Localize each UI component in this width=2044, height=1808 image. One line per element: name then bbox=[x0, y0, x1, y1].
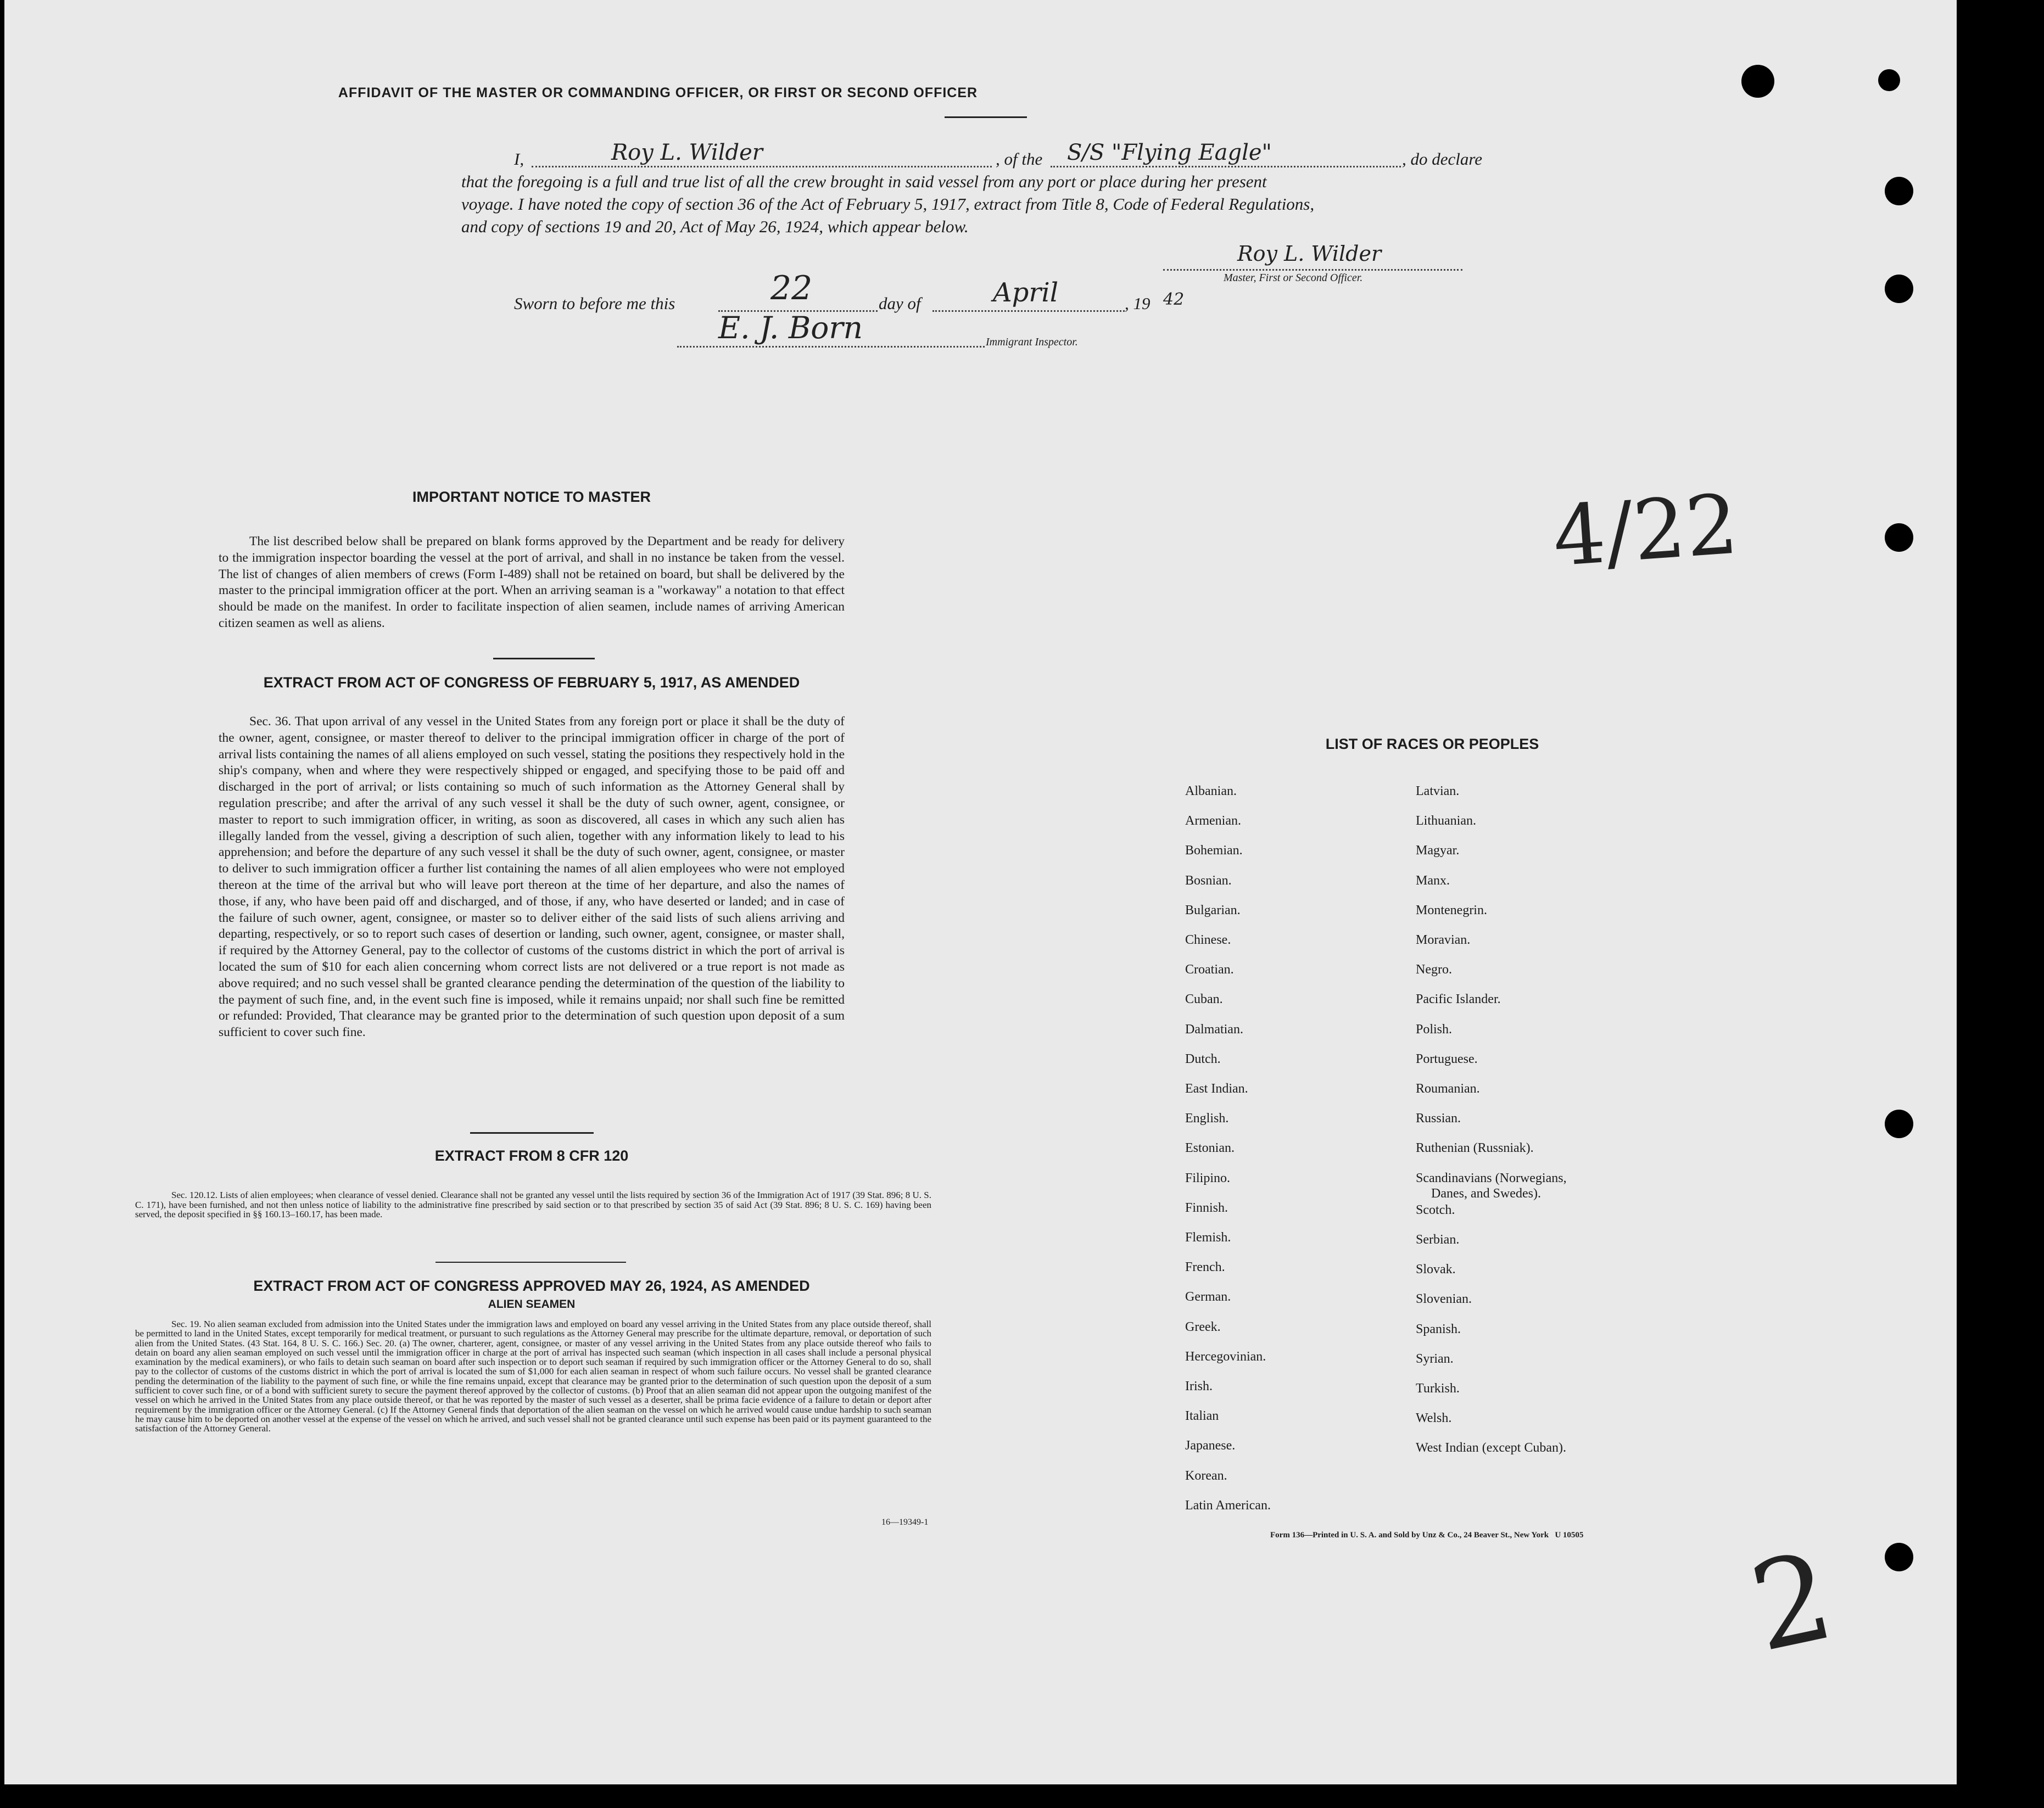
signature-line bbox=[1163, 269, 1462, 271]
race-item: Negro. bbox=[1416, 962, 1452, 977]
race-item: Dutch. bbox=[1185, 1051, 1221, 1066]
race-item: Montenegrin. bbox=[1416, 903, 1487, 917]
handwritten-mark: 2 bbox=[1739, 1525, 1845, 1679]
extract-1917-text: Sec. 36. That upon arrival of any vessel in the United States from any foreign port or place it shall be the duty of the owner, agent, consignee, or master thereof to deliver to the principal immigration officer in charge of the port of arrival lists containing the names of all aliens employed on such vessel, stating the positions they respectively hold in the ship's company, when and where they were respectively shipped or engaged, and specifying those to be paid off and discharged in the port of arrival; or lists containing so much of such information as the Attorney General shall by regulation prescribe; and after the arrival of any such vessel it shall be the duty of such owner, agent, consignee, or master to report to such immigration officer, in writing, as soon as discovered, all cases in which any such alien has illegally landed from the vessel, giving a description of such alien, together with any information likely to lead to his apprehension; and before the departure of any such vessel it shall be the duty of such owner, agent, consignee, or master to deliver to such immigration officer a further list containing the names of all alien employees who were not employed thereon at the time of the arrival but who will leave port thereon at the time of her departure, and also the names of those, if any, who have been paid off and discharged, and of those, if any, who have deserted or landed; and in case of the failure of such owner, agent, consignee, or master so to deliver either of the said lists of such aliens arriving and departing, respectively, or so to report such cases of desertion or landing, such owner, agent, consignee, or master shall, if required by the Attorney General, pay to the collector of customs of the customs district in which the port of arrival is located the sum of $10 for each alien concerning whom correct lists are not delivered or a true report is not made as above required; and no such vessel shall be granted clearance pending the determination of the question of the liability to the payment of such fine, and, in the event such fine is imposed, while it remains unpaid; nor shall such fine be remitted or refunded: Provided, That clearance may be granted prior to the determination of such question upon deposit of a sum sufficient to cover such fine. bbox=[219, 714, 845, 1040]
sworn-year-prefix: , 19 bbox=[1125, 294, 1151, 313]
race-item: Serbian. bbox=[1416, 1233, 1460, 1247]
race-item: Filipino. bbox=[1185, 1171, 1231, 1185]
inspector-signature: E. J. Born bbox=[718, 310, 863, 345]
signature-caption: Master, First or Second Officer. bbox=[1224, 272, 1363, 284]
race-item: Albanian. bbox=[1185, 784, 1237, 798]
punch-hole bbox=[1741, 65, 1774, 98]
divider bbox=[945, 116, 1027, 118]
race-item: Latvian. bbox=[1416, 784, 1460, 798]
race-item: French. bbox=[1185, 1260, 1225, 1275]
race-item: Lithuanian. bbox=[1416, 814, 1476, 829]
affidavit-of-the: , of the bbox=[996, 149, 1043, 169]
race-item: Bohemian. bbox=[1185, 843, 1243, 858]
race-item: Bulgarian. bbox=[1185, 903, 1241, 917]
divider bbox=[470, 1132, 594, 1134]
race-item: Flemish. bbox=[1185, 1230, 1231, 1245]
document-page bbox=[4, 0, 1957, 1784]
form-number: 16—19349-1 bbox=[881, 1518, 929, 1527]
race-item: Hercegovinian. bbox=[1185, 1349, 1266, 1364]
race-item: Spanish. bbox=[1416, 1322, 1461, 1336]
extract-1924-title: EXTRACT FROM ACT OF CONGRESS APPROVED MAY 26, 1924, AS AMENDED bbox=[253, 1278, 810, 1294]
race-item: Pacific Islander. bbox=[1416, 992, 1501, 1007]
races-title: LIST OF RACES OR PEOPLES bbox=[1325, 736, 1539, 752]
race-item: Scotch. bbox=[1416, 1202, 1455, 1217]
extract-1924-text: Sec. 19. No alien seaman excluded from admission into the United States under the immigration laws and employed on board any vessel arriving in the United States from any place outside thereof, shall be permitted to land in the United States, except temporarily for medical treatment, or pursuant to such regulations as the Attorney General may prescribe for the ultimate departure, removal, or deportation of such alien from the United States. (43 Stat. 164, 8 U. S. C. 166.) Sec. 20. (a) The owner, charterer, agent, consignee, or master of any vessel arriving in the United States from any place outside thereof who fails to detain on board any alien seaman employed on such vessel until the immigration officer in charge at the port of arrival has inspected such seaman (which inspection in all cases shall include a personal physical examination by the medical examiners), or who fails to detain such seaman on board after such inspection or to deport such seaman if required by such immigration officer or the Attorney General to do so, shall pay to the collector of customs of the customs district in which the port of arrival is located the sum of $1,000 for each alien seaman in respect of whom such failure occurs. No vessel shall be granted clearance pending the determination of the liability to the payment of such fine, or while the fine remains unpaid, except that clearance may be granted prior to the determination of such question upon the deposit of a sum sufficient to cover such fine, or of a bond with sufficient surety to secure the payment thereof approved by the collector of customs. (b) Proof that an alien seaman did not appear upon the outgoing manifest of the vessel on which he arrived in the United States from any place outside thereof, or that he was reported by the master of such vessel as a deserter, shall be prima facie evidence of a failure to detain or deport after requirement by the immigration officer or the Attorney General. (c) If the Attorney General finds that deportation of the alien seaman on the vessel on which he arrived would cause undue hardship to such seaman he may cause him to be deported on another vessel at the expense of the vessel on which he arrived, and such vessel shall not be granted clearance until such expense has been paid or its payment guaranteed to the satisfaction of the Attorney General. bbox=[135, 1319, 931, 1434]
race-item: Dalmatian. bbox=[1185, 1022, 1243, 1037]
race-item: Irish. bbox=[1185, 1379, 1213, 1393]
race-item: Slovak. bbox=[1416, 1262, 1456, 1277]
fill-line bbox=[932, 310, 1125, 312]
race-item: Scandinavians (Norwegians, bbox=[1416, 1171, 1567, 1185]
race-item: Roumanian. bbox=[1416, 1082, 1480, 1096]
race-item: English. bbox=[1185, 1111, 1229, 1126]
affidavit-line1-prefix: I, bbox=[514, 149, 524, 169]
race-item: Magyar. bbox=[1416, 843, 1460, 858]
race-item: Chinese. bbox=[1185, 933, 1231, 947]
fill-line bbox=[532, 166, 992, 167]
affidavit-line1-suffix: , do declare bbox=[1402, 149, 1483, 169]
cfr-text: Sec. 120.12. Lists of alien employees; when clearance of vessel denied. Clearance shall not be granted any vessel until the lists required by section 36 of the Immigration Act of 1917 (39 Stat. 896; 8 U. S. C. 171), have been furnished, and not then unless notice of liability to the administrative fine prescribed by said section or to that prescribed by section 35 of said Act (39 Stat. 896; 8 U. S. C. 169) having been served, the deposit specified in §§ 160.13–160.17, has been made. bbox=[135, 1190, 931, 1220]
punch-hole bbox=[1885, 275, 1913, 303]
extract-1924-subtitle: ALIEN SEAMEN bbox=[488, 1298, 576, 1311]
divider bbox=[493, 658, 595, 659]
race-item: Greek. bbox=[1185, 1319, 1221, 1334]
notice-title: IMPORTANT NOTICE TO MASTER bbox=[412, 489, 651, 505]
affidavit-title: AFFIDAVIT OF THE MASTER OR COMMANDING OFFICER, OR FIRST OR SECOND OFFICER bbox=[338, 85, 978, 100]
cfr-title: EXTRACT FROM 8 CFR 120 bbox=[434, 1148, 629, 1164]
vessel-name-handwriting: S/S "Flying Eagle" bbox=[1067, 140, 1272, 165]
handwritten-date: 4/22 bbox=[1550, 477, 1741, 585]
race-item: Ruthenian (Russniak). bbox=[1416, 1141, 1534, 1156]
race-item: Korean. bbox=[1185, 1468, 1227, 1483]
race-item: Latin American. bbox=[1185, 1498, 1271, 1513]
race-item: Italian bbox=[1185, 1409, 1219, 1424]
race-item: Welsh. bbox=[1416, 1411, 1452, 1426]
inspector-caption: Immigrant Inspector. bbox=[986, 336, 1078, 348]
punch-hole bbox=[1885, 523, 1913, 552]
race-item: Moravian. bbox=[1416, 933, 1471, 947]
race-item: West Indian (except Cuban). bbox=[1416, 1441, 1566, 1456]
punch-hole bbox=[1885, 177, 1913, 205]
inspector-line bbox=[677, 346, 985, 348]
race-item: East Indian. bbox=[1185, 1082, 1248, 1096]
race-item: Turkish. bbox=[1416, 1381, 1460, 1396]
race-item: Polish. bbox=[1416, 1022, 1453, 1037]
punch-hole bbox=[1885, 1543, 1913, 1571]
divider bbox=[435, 1262, 626, 1263]
sworn-year-handwriting: 42 bbox=[1163, 290, 1185, 309]
affidavit-body-line: and copy of sections 19 and 20, Act of May 26, 1924, which appear below. bbox=[461, 217, 969, 236]
race-item: Portuguese. bbox=[1416, 1051, 1478, 1066]
race-item: Estonian. bbox=[1185, 1141, 1235, 1156]
fill-line bbox=[1051, 166, 1401, 167]
race-item: Finnish. bbox=[1185, 1200, 1228, 1215]
sworn-month-handwriting: April bbox=[993, 277, 1059, 308]
race-item: Danes, and Swedes). bbox=[1431, 1186, 1541, 1201]
sworn-day-of: day of bbox=[879, 294, 921, 313]
master-name-handwriting: Roy L. Wilder bbox=[611, 140, 763, 165]
extract-1917-title: EXTRACT FROM ACT OF CONGRESS OF FEBRUARY 5, 1917, AS AMENDED bbox=[263, 674, 800, 691]
race-item: Croatian. bbox=[1185, 962, 1234, 977]
punch-hole bbox=[1885, 1110, 1913, 1138]
affidavit-body-line: that the foregoing is a full and true list of all the crew brought in said vessel from any port or place during her present bbox=[461, 172, 1267, 191]
race-item: Armenian. bbox=[1185, 814, 1241, 829]
race-item: Bosnian. bbox=[1185, 873, 1232, 888]
master-signature: Roy L. Wilder bbox=[1237, 242, 1382, 266]
sworn-day-handwriting: 22 bbox=[770, 269, 813, 307]
printer-line: Form 136—Printed in U. S. A. and Sold by Unz & Co., 24 Beaver St., New York U 10505 bbox=[1270, 1531, 1584, 1540]
notice-text: The list described below shall be prepared on blank forms approved by the Department and be ready for delivery to the immigration inspector boarding the vessel at the port of arrival, and shall in no instance be taken from the vessel. The list of changes of alien members of crews (Form I-489) shall not be retained on board, but shall be delivered by the master to the principal immigration officer at the port. When an arriving seaman is a "workaway" a notation to that effect should be made on the manifest. In order to facilitate inspection of alien seamen, include names of arriving American citizen seamen as well as aliens. bbox=[219, 534, 845, 630]
punch-hole bbox=[1878, 69, 1900, 91]
race-item: Japanese. bbox=[1185, 1438, 1236, 1453]
race-item: Syrian. bbox=[1416, 1351, 1454, 1366]
race-item: Slovenian. bbox=[1416, 1292, 1472, 1307]
sworn-prefix: Sworn to before me this bbox=[514, 294, 675, 313]
race-item: German. bbox=[1185, 1290, 1231, 1305]
race-item: Cuban. bbox=[1185, 992, 1223, 1007]
race-item: Russian. bbox=[1416, 1111, 1461, 1126]
race-item: Manx. bbox=[1416, 873, 1450, 888]
affidavit-body-line: voyage. I have noted the copy of section 36 of the Act of February 5, 1917, extract from Title 8, Code of Federal Regulations, bbox=[461, 194, 1315, 214]
